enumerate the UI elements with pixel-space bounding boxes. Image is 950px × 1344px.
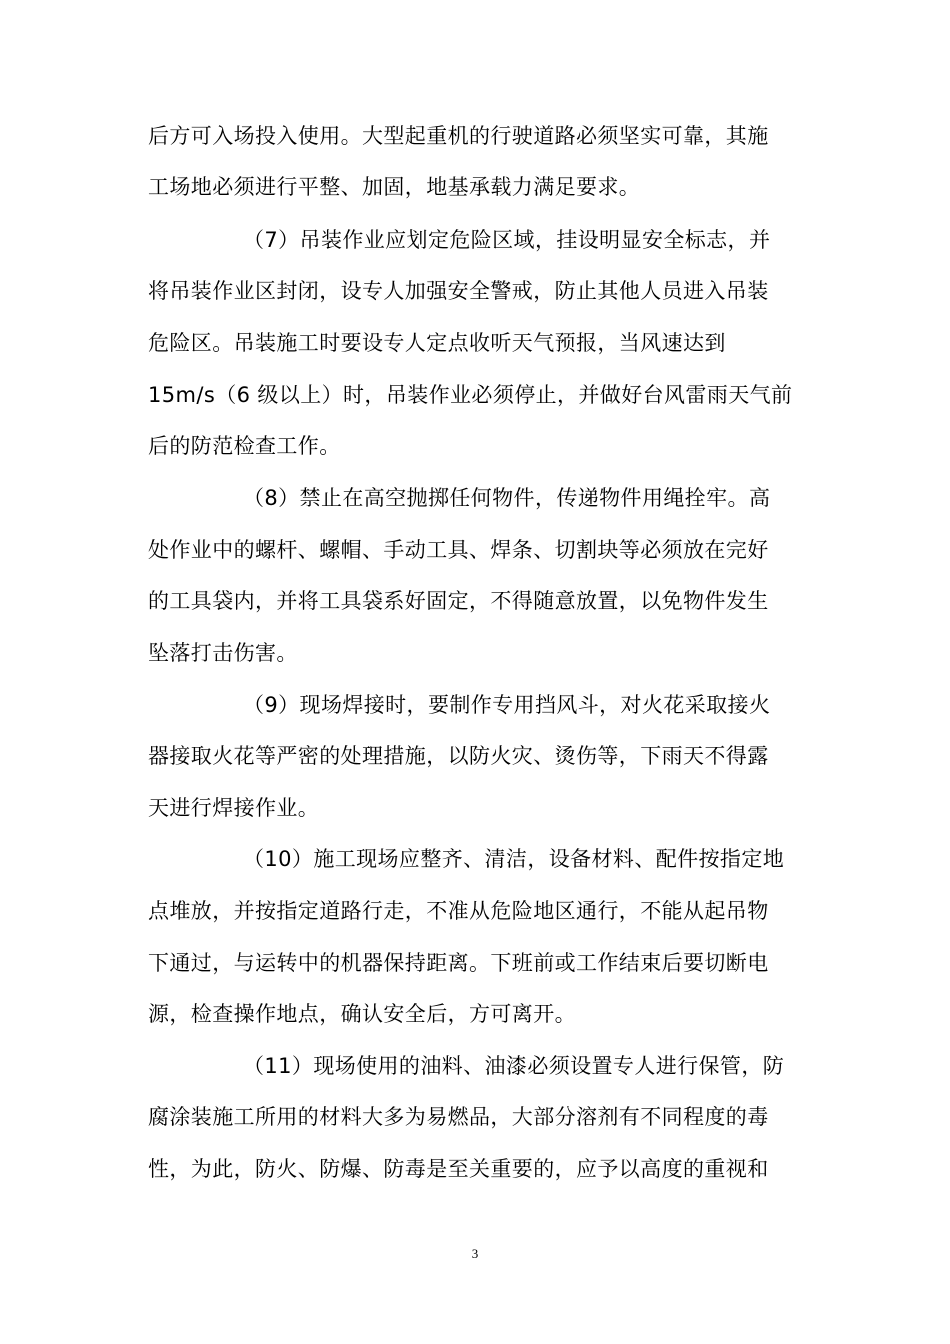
- text-line: 坠落打击伤害。: [148, 641, 298, 665]
- text-line: 性，为此，防火、防爆、防毒是至关重要的，应予以高度的重视和: [148, 1157, 769, 1181]
- text-line: 点堆放，并按指定道路行走，不准从危险地区通行，不能从起吊物: [148, 899, 769, 923]
- text-line: 后方可入场投入使用。大型起重机的行驶道路必须坚实可靠，其施: [148, 124, 769, 148]
- text-line: 腐涂装施工所用的材料大多为易燃品，大部分溶剂有不同程度的毒: [148, 1105, 769, 1129]
- paragraph-8-start: （8）禁止在高空抛掷任何物件，传递物件用绳拴牢。高: [243, 486, 771, 510]
- text-line: 源，检查操作地点，确认安全后，方可离开。: [148, 1002, 576, 1026]
- text-line: 下通过，与运转中的机器保持距离。下班前或工作结束后要切断电: [148, 951, 769, 975]
- text-line: 天进行焊接作业。: [148, 796, 320, 820]
- text-line: 工场地必须进行平整、加固，地基承载力满足要求。: [148, 175, 641, 199]
- text-line: 将吊装作业区封闭，设专人加强安全警戒，防止其他人员进入吊装: [148, 279, 769, 303]
- paragraph-9-start: （9）现场焊接时，要制作专用挡风斗，对火花采取接火: [243, 693, 771, 717]
- paragraph-7-start: （7）吊装作业应划定危险区域，挂设明显安全标志，并: [243, 228, 771, 252]
- text-line: 的工具袋内，并将工具袋系好固定，不得随意放置，以免物件发生: [148, 589, 769, 613]
- paragraph-11-start: （11）现场使用的油料、油漆必须设置专人进行保管，防: [243, 1054, 785, 1078]
- text-line: 器接取火花等严密的处理措施，以防火灾、烫伤等，下雨天不得露: [148, 744, 769, 768]
- text-line: 处作业中的螺杆、螺帽、手动工具、焊条、切割块等必须放在完好: [148, 538, 769, 562]
- text-line: 15m/s（6 级以上）时，吊装作业必须停止，并做好台风雷雨天气前: [148, 383, 793, 407]
- page-number: 3: [471, 1246, 479, 1261]
- paragraph-10-start: （10）施工现场应整齐、清洁，设备材料、配件按指定地: [243, 847, 785, 871]
- text-line: 后的防范检查工作。: [148, 434, 341, 458]
- text-line: 危险区。吊装施工时要设专人定点收听天气预报，当风速达到: [148, 331, 726, 355]
